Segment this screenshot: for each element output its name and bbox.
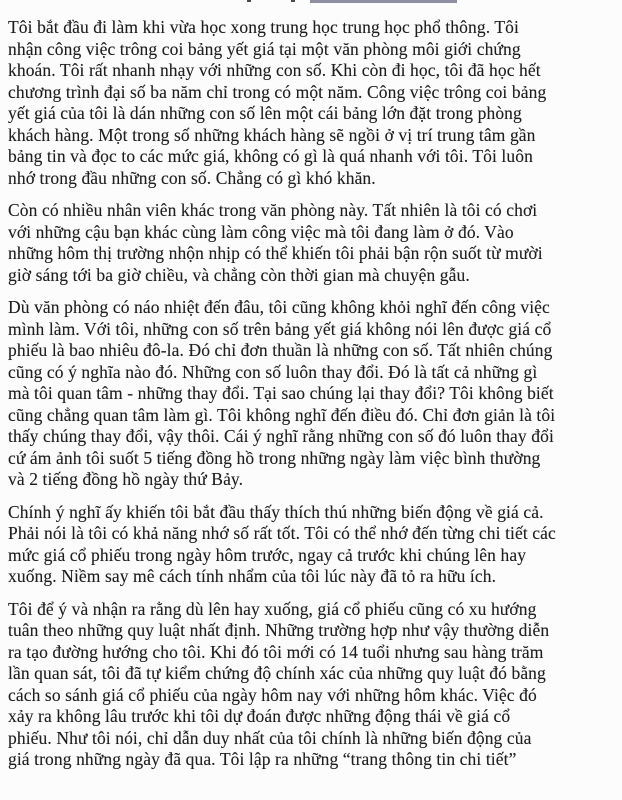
text-line: yết giá của tôi là dán những con số lên một cái bảng lớn đặt trong phòng xyxy=(8,103,522,123)
text-line: Còn có nhiều nhân viên khác trong văn phòng này. Tất nhiên là tôi có chơi xyxy=(8,200,538,220)
text-line: mà tôi quan tâm - những thay đổi. Tại sao chúng lại thay đổi? Tôi không biết xyxy=(8,383,554,403)
text-line: mức giá cổ phiếu trong ngày hôm trước, ngay cả trước khi chúng lên hay xyxy=(8,544,527,565)
paragraph xyxy=(8,502,614,588)
header-text-remnant-icon xyxy=(291,0,295,2)
text-line: Phải nói là tôi có khả năng nhớ số rất tốt. Tôi có thể nhớ đến từng chi tiết các xyxy=(8,523,556,543)
text-line: lần quan sát, tôi đã tự kiểm chứng độ chính xác của những quy luật đó bằng xyxy=(8,663,546,683)
text-line: giá trong những ngày đã qua. Tôi lập ra những “trang thông tin chi tiết” xyxy=(8,749,517,769)
text-line: phiếu là bao nhiêu đô-la. Đó chỉ đơn thuần là những con số. Tất nhiên chúng xyxy=(8,340,553,360)
header-remnant xyxy=(0,0,622,6)
text-line: Dù văn phòng có náo nhiệt đến đâu, tôi cũng không khỏi nghĩ đến công việc xyxy=(8,297,550,317)
text-line: xuống. Niềm say mê cách tính nhẩm của tôi lúc này đã tỏ ra hữu ích. xyxy=(8,566,497,586)
text-line: nhớ trong đầu những con số. Chẳng có gì khó khăn. xyxy=(8,167,376,188)
header-highlight-bar xyxy=(310,0,457,3)
text-line: và 2 tiếng đồng hồ ngày thứ Bảy. xyxy=(8,469,244,489)
text-line: Chính ý nghĩ ấy khiến tôi bắt đầu thấy thích thú những biến động về giá cả. xyxy=(8,501,544,522)
text-line: với những cậu bạn khác cùng làm công việc mà tôi đang làm ở đó. Vào xyxy=(8,221,514,242)
text-line: Tôi bắt đầu đi làm khi vừa học xong trung học trung học phổ thông. Tôi xyxy=(8,17,519,37)
text-line: bảng tin và đọc to các mức giá, không có gì là quá nhanh với tôi. Tôi luôn xyxy=(8,146,533,166)
text-line: ra tạo đường hướng cho tôi. Khi đó tôi mới có 14 tuổi nhưng sau hàng trăm xyxy=(8,641,544,662)
text-line: thấy chúng thay đổi, vậy thôi. Cái ý nghĩ rằng những con số đó luôn thay đổi xyxy=(8,426,554,446)
text-line: chương trình đại số ba năm chỉ trong có một năm. Công việc trông coi bảng xyxy=(8,81,547,102)
paragraph xyxy=(8,17,614,189)
text-line: phiếu. Như tôi nói, chỉ dẫn duy nhất của tôi chính là những biến động của xyxy=(8,727,532,748)
text-line: giờ sáng tới ba giờ chiều, và chẳng còn thời gian mà chuyện gẫu. xyxy=(8,264,470,285)
text-line: mình làm. Với tôi, những con số trên bảng yết giá không nói lên được giá cổ xyxy=(8,318,552,339)
text-line: khoán. Tôi rất nhanh nhạy với những con số. Khi còn đi học, tôi đã học hết xyxy=(8,60,541,80)
text-line: nhận công việc trông coi bảng yết giá tại một văn phòng môi giới chứng xyxy=(8,38,521,59)
paragraph xyxy=(8,297,614,491)
text-line: cũng chẳng quan tâm làm gì. Tôi không nghĩ đến điều đó. Chỉ đơn giản là tôi xyxy=(8,404,556,425)
text-line: tuân theo những quy luật nhất định. Những trường hợp như vậy thường diễn xyxy=(8,620,550,640)
header-text-remnant-icon xyxy=(247,0,251,2)
text-line: cũng có ý nghĩa nào đó. Những con số luôn thay đổi. Đó là tất cả những gì xyxy=(8,361,538,382)
paragraph xyxy=(8,599,614,771)
text-line: những hôm thị trường nhộn nhịp có thể khiến tôi phải bận rộn suốt từ mười xyxy=(8,243,543,263)
text-line: Tôi để ý và nhận ra rằng dù lên hay xuống, giá cổ phiếu cũng có xu hướng xyxy=(8,598,537,619)
text-line: khách hàng. Một trong số những khách hàng sẽ ngồi ở vị trí trung tâm gần xyxy=(8,124,536,145)
text-line: xảy ra không lâu trước khi tôi dự đoán được những động thái về giá cổ xyxy=(8,706,511,726)
text-line: cách so sánh giá cổ phiếu của ngày hôm nay với những hôm khác. Việc đó xyxy=(8,684,537,705)
text-line: cứ ám ảnh tôi suốt 5 tiếng đồng hồ trong những ngày làm việc bình thường xyxy=(8,447,541,468)
paragraph xyxy=(8,200,614,286)
